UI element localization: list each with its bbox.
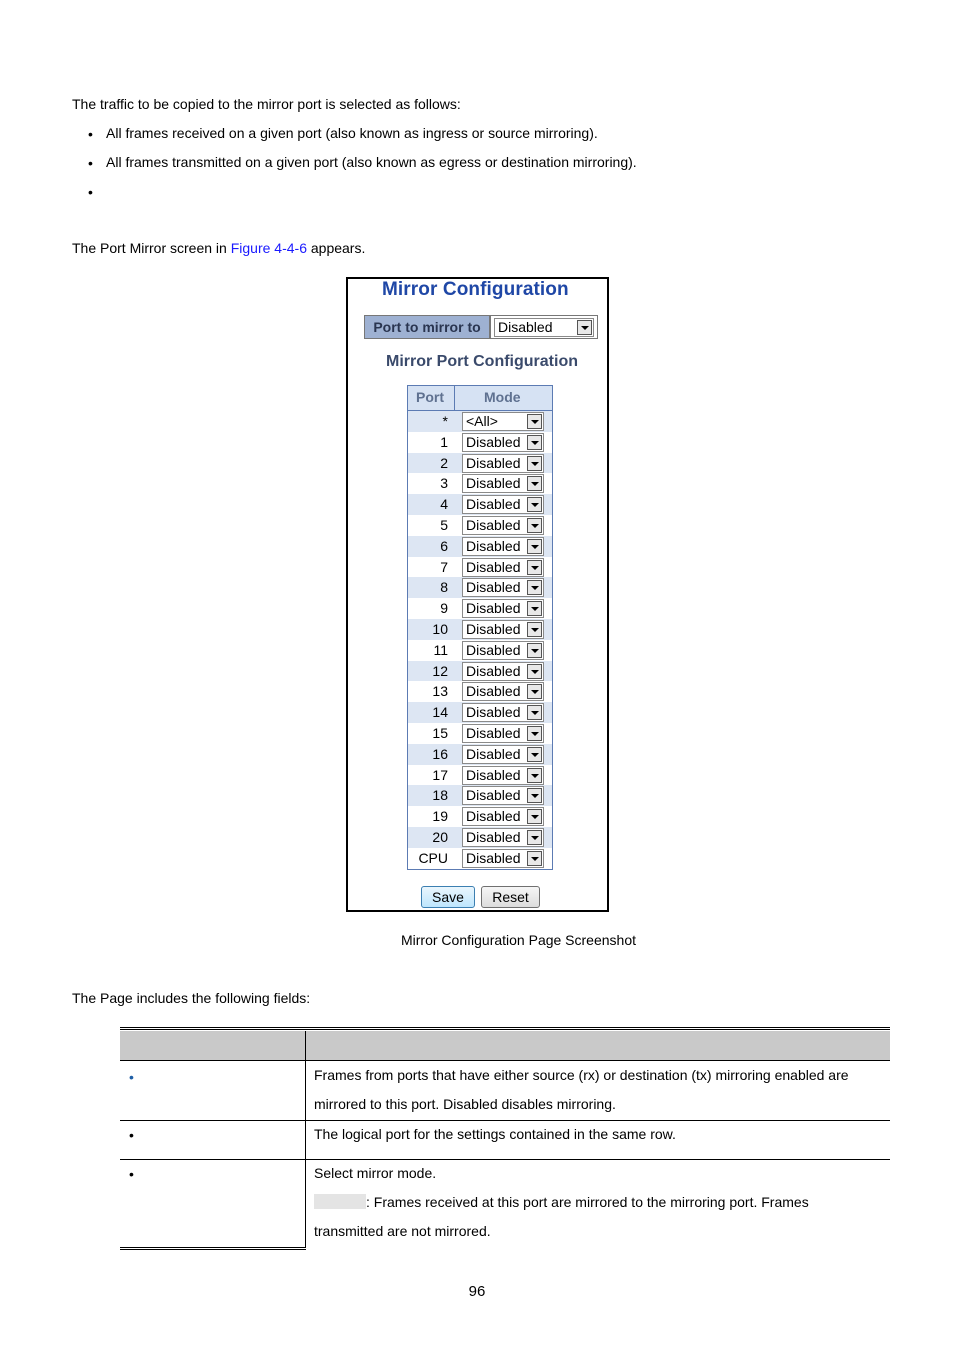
figure-caption: Mirror Configuration Page Screenshot — [401, 932, 637, 948]
mode-select[interactable]: Disabled — [462, 537, 544, 556]
port-number: * — [442, 413, 448, 429]
mode-select[interactable]: Disabled — [462, 558, 544, 577]
mode-select[interactable]: Disabled — [462, 516, 544, 535]
chevron-down-icon — [527, 601, 542, 616]
mode-select[interactable]: <All> — [462, 412, 544, 431]
chevron-down-icon — [527, 809, 542, 824]
table-row — [408, 494, 552, 515]
port-to-mirror-label: Port to mirror to — [364, 315, 490, 339]
reset-button[interactable]: Reset — [481, 886, 540, 908]
bullet-icon: • — [129, 1127, 134, 1143]
column-header-mode: Mode — [484, 389, 521, 405]
table-row — [408, 765, 552, 786]
mirror-port-configuration-title: Mirror Port Configuration — [386, 353, 578, 370]
chevron-down-icon — [527, 788, 542, 803]
table-row — [120, 1061, 890, 1121]
table-row — [408, 432, 552, 453]
mode-select[interactable]: Disabled — [462, 682, 544, 701]
port-number: 8 — [440, 579, 448, 596]
column-header-port: Port — [416, 389, 444, 405]
port-number: 19 — [432, 808, 448, 825]
mode-select[interactable]: Disabled — [462, 474, 544, 493]
port-to-mirror-cell — [490, 315, 598, 339]
screen-reference: The Port Mirror screen in Figure 4-4-6 appears. — [72, 240, 366, 256]
port-number: 1 — [440, 433, 448, 450]
bullet-icon: • — [129, 1069, 134, 1085]
table-row — [408, 598, 552, 619]
table-row — [408, 702, 552, 723]
mode-select[interactable]: Disabled — [462, 703, 544, 722]
mode-select[interactable]: Disabled — [462, 495, 544, 514]
table-row — [408, 536, 552, 557]
field-description: The logical port for the settings contained in the same row. — [314, 1126, 676, 1142]
chevron-down-icon — [527, 497, 542, 512]
table-row — [408, 640, 552, 661]
list-item: • All frames received on a given port (also known as ingress or source mirroring). — [72, 124, 637, 153]
chevron-down-icon — [527, 560, 542, 575]
port-number: 15 — [432, 724, 448, 741]
mode-select[interactable]: Disabled — [462, 620, 544, 639]
port-number: 4 — [440, 496, 448, 513]
intro-text: The traffic to be copied to the mirror port is selected as follows: — [72, 96, 461, 112]
field-description: Select mirror mode. : Frames received at this port are mirrored to the mirroring port. Frames transmitted are not mirrored. — [314, 1165, 809, 1239]
highlight-mark — [314, 1194, 366, 1209]
page-number: 96 — [468, 1283, 486, 1300]
table-row — [408, 619, 552, 640]
mode-select[interactable]: Disabled — [462, 724, 544, 743]
table-row — [120, 1121, 890, 1160]
table-row — [408, 681, 552, 702]
mode-select[interactable]: Disabled — [462, 433, 544, 452]
mirror-configuration-panel — [346, 277, 609, 912]
mode-select[interactable]: Disabled — [462, 828, 544, 847]
table-row — [408, 723, 552, 744]
chevron-down-icon — [527, 684, 542, 699]
mode-select[interactable]: Disabled — [462, 662, 544, 681]
port-number: 20 — [432, 828, 448, 845]
chevron-down-icon — [527, 664, 542, 679]
port-number: 11 — [433, 641, 448, 658]
table-row — [408, 473, 552, 494]
chevron-down-icon — [527, 705, 542, 720]
port-number: 17 — [432, 766, 448, 783]
chevron-down-icon — [527, 414, 542, 429]
port-number: 3 — [440, 475, 448, 492]
mode-select[interactable]: Disabled — [462, 807, 544, 826]
table-row — [120, 1160, 890, 1248]
chevron-down-icon — [527, 622, 542, 637]
port-number: 9 — [440, 600, 448, 617]
table-row — [408, 848, 552, 869]
chevron-down-icon — [527, 830, 542, 845]
list-item: • All frames transmitted on a given port (also known as egress or destination mirroring). — [72, 153, 637, 182]
chevron-down-icon — [527, 476, 542, 491]
list-item — [72, 182, 637, 211]
bullet-icon: • — [129, 1166, 134, 1182]
table-row — [408, 785, 552, 806]
table-row — [408, 577, 552, 598]
chevron-down-icon — [527, 456, 542, 471]
chevron-down-icon — [527, 726, 542, 741]
table-row — [408, 806, 552, 827]
port-number: 6 — [440, 537, 448, 554]
save-button[interactable]: Save — [421, 886, 475, 908]
port-to-mirror-select[interactable]: Disabled — [494, 318, 594, 337]
table-row — [408, 453, 552, 474]
traffic-bullet-list — [72, 124, 637, 211]
chevron-down-icon — [577, 320, 592, 335]
table-header — [408, 386, 552, 411]
port-number: 13 — [432, 683, 448, 700]
port-number: CPU — [418, 849, 448, 866]
port-number: 5 — [440, 516, 448, 533]
port-number: 2 — [440, 454, 448, 471]
chevron-down-icon — [527, 851, 542, 866]
port-number: 12 — [432, 662, 448, 679]
mode-select[interactable]: Disabled — [462, 766, 544, 785]
figure-link[interactable]: Figure 4-4-6 — [230, 240, 307, 256]
mode-select[interactable]: Disabled — [462, 578, 544, 597]
mode-select[interactable]: Disabled — [462, 641, 544, 660]
port-number: 7 — [440, 558, 448, 575]
panel-title: Mirror Configuration — [382, 279, 569, 300]
mode-select[interactable]: Disabled — [462, 786, 544, 805]
table-row — [408, 411, 552, 432]
table-row — [408, 515, 552, 536]
mode-select[interactable]: Disabled — [462, 849, 544, 868]
mode-select[interactable]: Disabled — [462, 599, 544, 618]
table-header — [120, 1031, 890, 1061]
port-number: 14 — [432, 704, 448, 721]
table-row — [408, 827, 552, 848]
field-description: Frames from ports that have either source (rx) or destination (tx) mirroring enabled are mirrored to this port. Disabled disables mirroring. — [314, 1067, 849, 1112]
chevron-down-icon — [527, 539, 542, 554]
chevron-down-icon — [527, 643, 542, 658]
table-row — [408, 661, 552, 682]
table-row — [408, 744, 552, 765]
port-number: 16 — [432, 745, 448, 762]
chevron-down-icon — [527, 518, 542, 533]
chevron-down-icon — [527, 768, 542, 783]
mode-select[interactable]: Disabled — [462, 745, 544, 764]
chevron-down-icon — [527, 580, 542, 595]
mirror-port-table — [407, 385, 553, 870]
chevron-down-icon — [527, 747, 542, 762]
chevron-down-icon — [527, 435, 542, 450]
port-number: 18 — [432, 787, 448, 804]
table-row — [408, 557, 552, 578]
port-number: 10 — [432, 620, 448, 637]
fields-intro: The Page includes the following fields: — [72, 990, 311, 1006]
mode-select[interactable]: Disabled — [462, 454, 544, 473]
